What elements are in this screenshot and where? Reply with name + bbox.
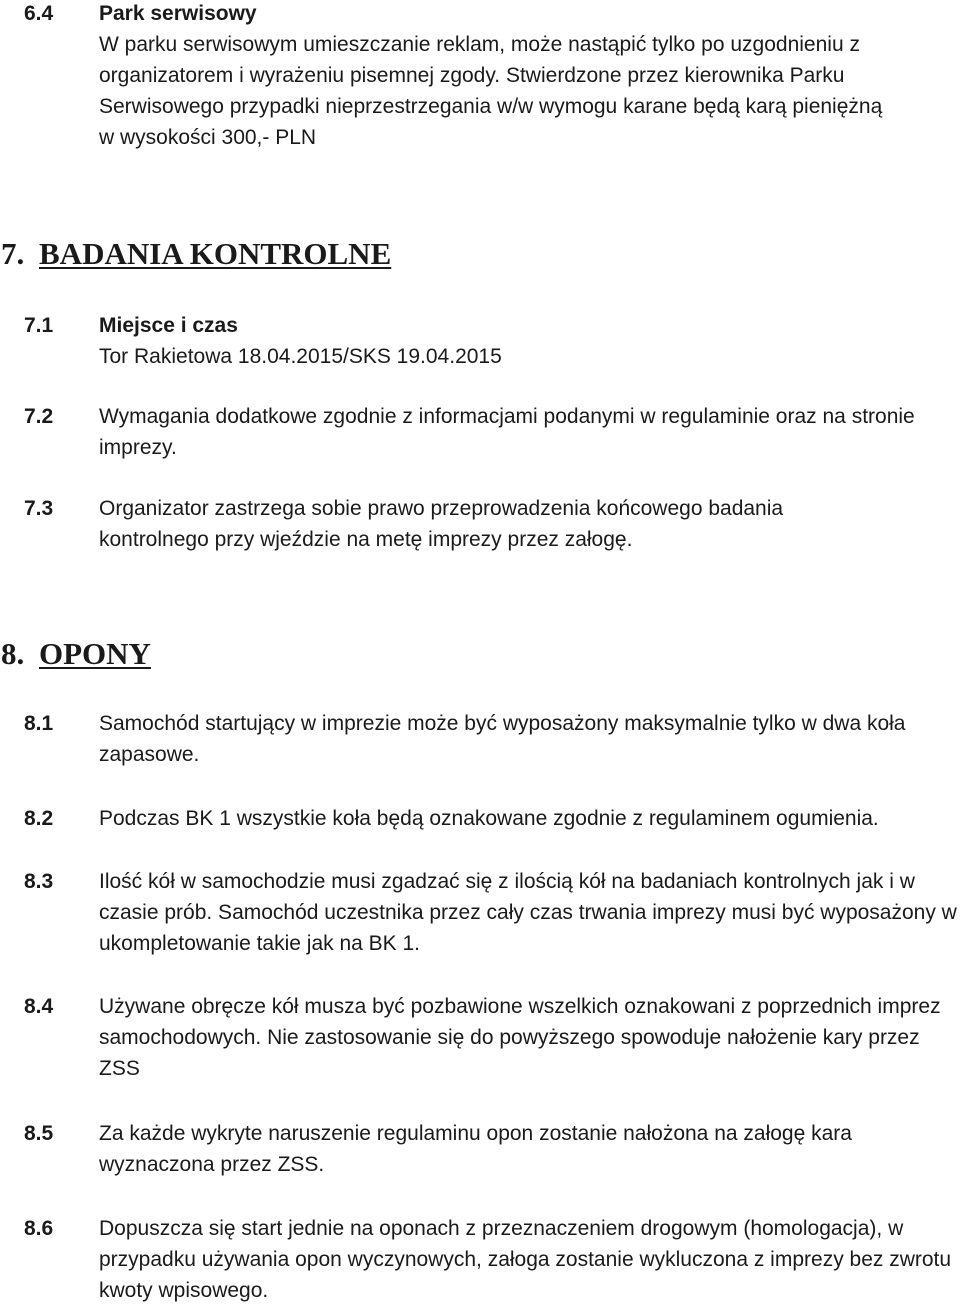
section-body: Dopuszcza się start jednie na oponach z przeznaczeniem drogowym (homologacja), w przypadku używania opon wyczynowych, załoga zostanie wykluczona z imprezy bez zwrotu kwoty wpisowego. [99,1217,952,1302]
section-content [99,493,959,555]
section-content [99,803,959,834]
section-content [99,0,959,153]
section-title: Miejsce i czas [99,314,238,337]
section-number: 8.1 [24,712,54,735]
section-body: Za każde wykryte naruszenie regulaminu opon zostanie nałożona na załogę kara wyznaczona przez ZSS. [99,1122,852,1176]
section-body: Tor Rakietowa 18.04.2015/SKS 19.04.2015 [99,345,502,368]
section-body: Ilość kół w samochodzie musi zgadzać się z ilością kół na badaniach kontrolnych jak i w czasie prób. Samochód uczestnika przez cały czas trwania imprezy musi być wyposażony w ukompletowanie takie jak na BK 1. [99,870,957,955]
section-content [99,1213,959,1306]
section-number: 8.6 [24,1217,54,1240]
heading-number: 7. [1,236,25,271]
section-number: 7.2 [24,405,54,428]
section-content [99,708,959,770]
section-content [99,1118,959,1180]
section-body: W parku serwisowym umieszczanie reklam, może nastąpić tylko po uzgodnieniu z organizatorem i wyrażeniu pisemnej zgody. Stwierdzone przez kierownika Parku Serwisowego przypadki nieprzestrzegania w/w wymogu karane będą karą pieniężną w wysokości 300,- PLN [99,33,883,149]
section-content [99,991,959,1084]
section-content [99,401,959,463]
section-number: 8.3 [24,870,54,893]
section-body: Wymagania dodatkowe zgodnie z informacjami podanymi w regulaminie oraz na stronie imprezy. [99,405,915,459]
section-content [99,310,959,372]
section-title: Park serwisowy [99,2,257,25]
section-heading-7 [1,236,401,276]
section-body: Podczas BK 1 wszystkie koła będą oznakowane zgodnie z regulaminem ogumienia. [99,807,879,830]
heading-title: BADANIA KONTROLNE [39,236,392,271]
section-number: 8.4 [24,995,54,1018]
section-body: Samochód startujący w imprezie może być wyposażony maksymalnie tylko w dwa koła zapasowe. [99,712,906,766]
section-heading-8 [1,636,201,676]
section-number: 7.1 [24,314,54,337]
heading-number: 8. [1,636,25,671]
section-number: 8.2 [24,807,54,830]
section-body: Organizator zastrzega sobie prawo przeprowadzenia końcowego badania kontrolnego przy wjeździe na metę imprezy przez załogę. [99,497,784,551]
section-number: 7.3 [24,497,54,520]
heading-title: OPONY [39,636,151,671]
section-number: 8.5 [24,1122,54,1145]
section-body: Używane obręcze kół musza być pozbawione wszelkich oznakowani z poprzednich imprez samochodowych. Nie zastosowanie się do powyższego spowoduje nałożenie kary przez ZSS [99,995,941,1080]
section-number: 6.4 [24,2,54,25]
section-content [99,866,959,959]
